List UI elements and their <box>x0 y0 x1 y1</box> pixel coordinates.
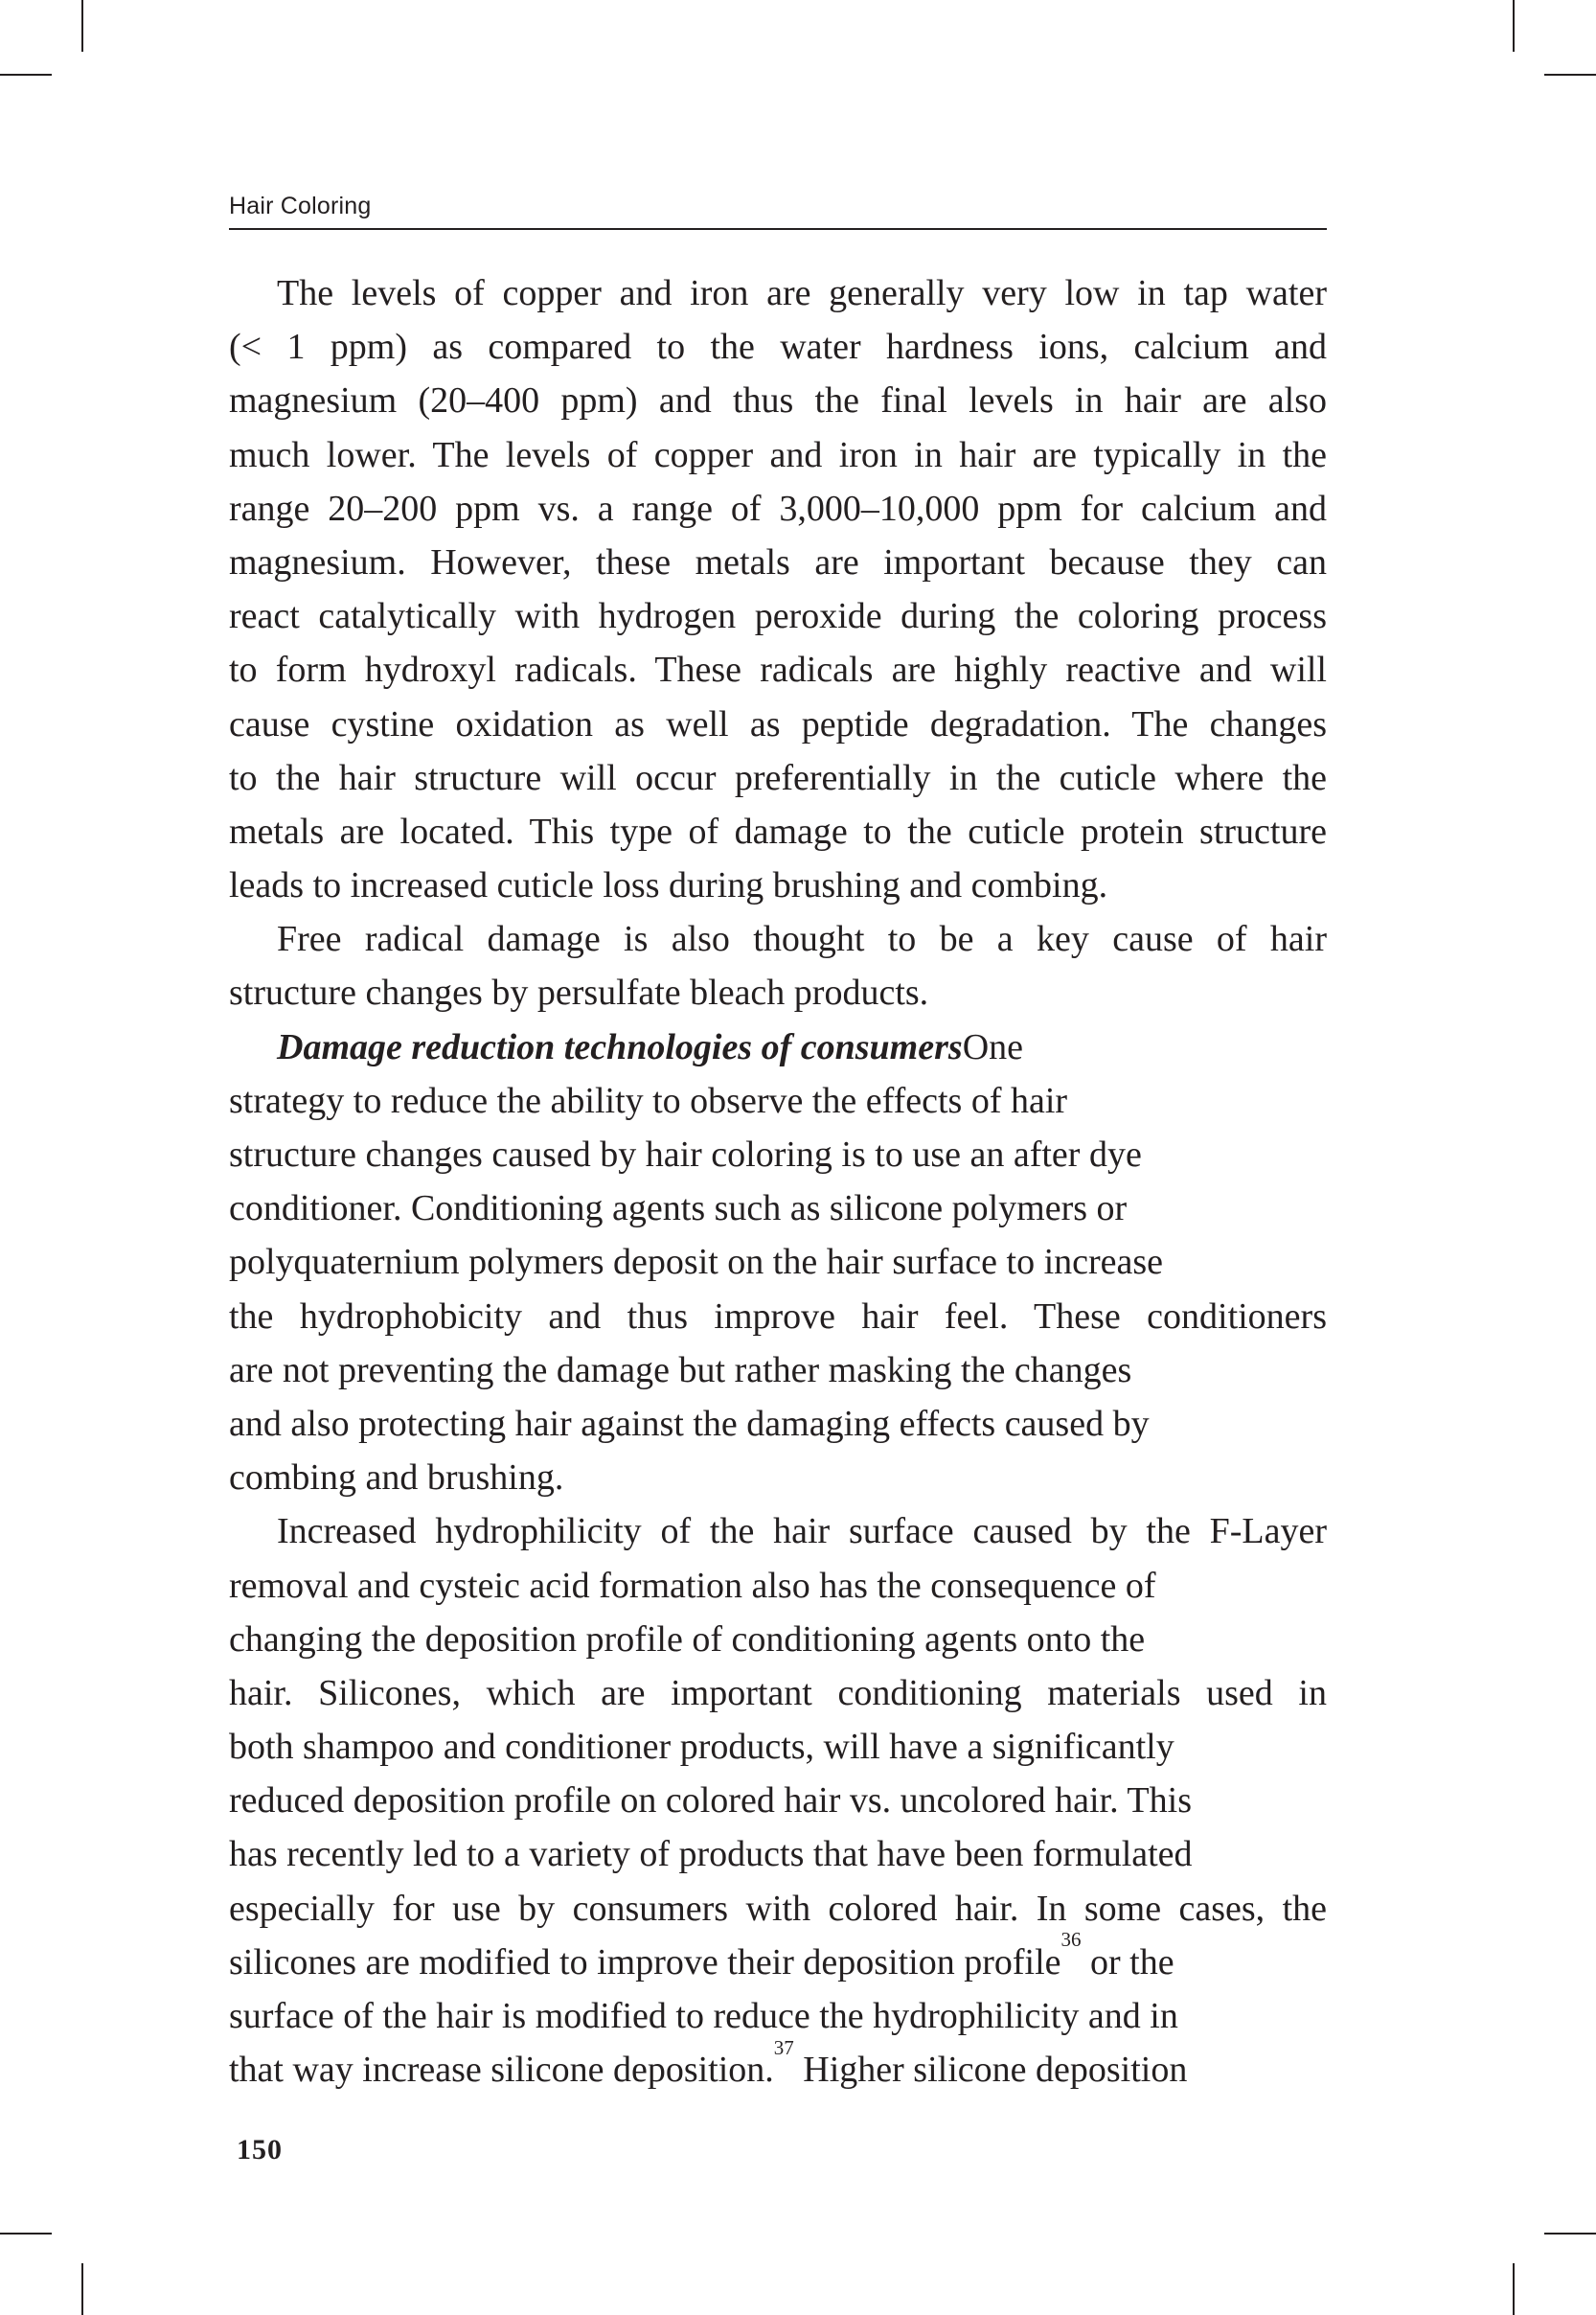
crop-mark-bottom-left-horizontal <box>0 2233 52 2235</box>
text-line: range 20–200 ppm vs. a range of 3,000–10,000 ppm for calcium and <box>229 488 1327 529</box>
text-line: magnesium (20–400 ppm) and thus the final levels in hair are also <box>229 380 1327 422</box>
text-line: hair. Silicones, which are important conditioning materials used in <box>229 1672 1327 1713</box>
text-line: to the hair structure will occur preferentially in the cuticle where the <box>229 757 1327 798</box>
text-run: Higher silicone deposition <box>793 2050 1188 2091</box>
text-line: especially for use by consumers with colored hair. In some cases, the <box>229 1888 1327 1929</box>
text-run: or the <box>1081 1941 1174 1983</box>
text-line: cause cystine oxidation as well as peptide degradation. The changes <box>229 703 1327 745</box>
text-line: strategy to reduce the ability to observe the effects of hair <box>229 1080 1068 1121</box>
section-subheading: Damage reduction technologies of consumers <box>277 1026 963 1067</box>
reference-superscript: 37 <box>773 2035 794 2059</box>
crop-mark-bottom-left-vertical <box>81 2263 83 2315</box>
crop-mark-top-left-vertical <box>81 0 83 52</box>
body-text <box>229 266 1327 2097</box>
crop-mark-top-right-horizontal <box>1544 74 1596 76</box>
text-line: leads to increased cuticle loss during brushing and combing. <box>229 865 1108 906</box>
text-line <box>229 2035 1327 2097</box>
text-line: Increased hydrophilicity of the hair surface caused by the F-Layer <box>277 1511 1327 1552</box>
text-line: metals are located. This type of damage to the cuticle protein structure <box>229 811 1327 852</box>
running-head-title: Hair Coloring <box>229 193 372 219</box>
text-line: and also protecting hair against the damaging effects caused by <box>229 1403 1150 1444</box>
text-line: removal and cysteic acid formation also has the consequence of <box>229 1565 1156 1606</box>
text-run: that way increase silicone deposition. <box>229 2050 774 2091</box>
text-line: structure changes caused by hair coloring is to use an after dye <box>229 1135 1142 1175</box>
text-line: (< 1 ppm) as compared to the water hardness ions, calcium and <box>229 327 1327 368</box>
text-line: The levels of copper and iron are generally very low in tap water <box>277 273 1327 313</box>
crop-mark-top-left-horizontal <box>0 74 52 76</box>
text-line: to form hydroxyl radicals. These radicals are highly reactive and will <box>229 650 1327 691</box>
text-run: silicones are modified to improve their deposition profile <box>229 1941 1061 1983</box>
text-line: polyquaternium polymers deposit on the hair surface to increase <box>229 1242 1164 1283</box>
text-line: magnesium. However, these metals are important because they can <box>229 541 1327 583</box>
crop-mark-bottom-right-vertical <box>1513 2263 1515 2315</box>
text-line: both shampoo and conditioner products, will have a significantly <box>229 1727 1174 1768</box>
text-line: structure changes by persulfate bleach products. <box>229 973 929 1014</box>
text-line: the hydrophobicity and thus improve hair feel. These conditioners <box>229 1295 1327 1337</box>
reference-superscript: 36 <box>1060 1928 1082 1952</box>
text-line: conditioner. Conditioning agents such as silicone polymers or <box>229 1188 1128 1229</box>
text-line: changing the deposition profile of conditioning agents onto the <box>229 1618 1146 1660</box>
text-line: are not preventing the damage but rather masking the changes <box>229 1349 1132 1390</box>
text-line: react catalytically with hydrogen peroxide during the coloring process <box>229 596 1327 637</box>
running-head <box>229 188 1327 230</box>
crop-mark-bottom-right-horizontal <box>1544 2233 1596 2235</box>
text-run: One <box>962 1026 1023 1067</box>
crop-mark-top-right-vertical <box>1513 0 1515 52</box>
text-line: combing and brushing. <box>229 1457 564 1499</box>
text-line: much lower. The levels of copper and iron in hair are typically in the <box>229 434 1327 475</box>
text-line <box>229 1928 1327 1989</box>
text-line: has recently led to a variety of products that have been formulated <box>229 1834 1193 1875</box>
page-number: 150 <box>237 2134 283 2166</box>
text-line: reduced deposition profile on colored hair vs. uncolored hair. This <box>229 1780 1192 1822</box>
text-line: Free radical damage is also thought to be a key cause of hair <box>277 919 1327 960</box>
text-line: surface of the hair is modified to reduce the hydrophilicity and in <box>229 1996 1178 2036</box>
subheading-line <box>229 1020 1327 1074</box>
